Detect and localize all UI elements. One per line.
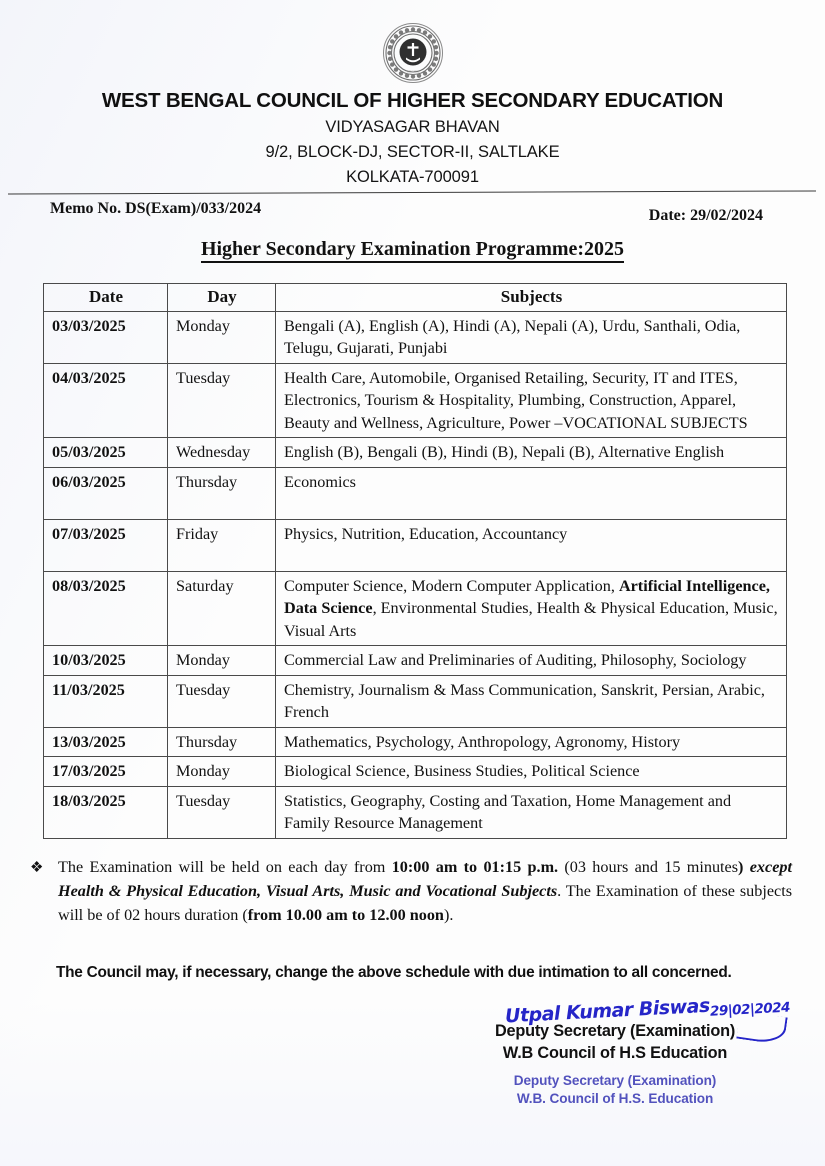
table-row — [44, 675, 787, 727]
table-row — [44, 646, 787, 676]
exam-schedule-table — [43, 283, 787, 839]
cell-subjects: Biological Science, Business Studies, Political Science — [276, 757, 787, 787]
cell-day: Saturday — [168, 571, 276, 646]
cell-date: 13/03/2025 — [44, 727, 168, 757]
organisation-name: WEST BENGAL COUNCIL OF HIGHER SECONDARY EDUCATION — [101, 89, 724, 112]
cell-subjects: Chemistry, Journalism & Mass Communication, Sanskrit, Persian, Arabic, French — [276, 675, 787, 727]
examination-timing-note — [30, 855, 792, 927]
cell-subjects: English (B), Bengali (B), Hindi (B), Nepali (B), Alternative English — [276, 438, 787, 468]
official-stamp — [430, 1072, 800, 1108]
table-row — [44, 727, 787, 757]
cell-day: Tuesday — [168, 786, 276, 838]
table-row — [44, 519, 787, 571]
cell-date: 17/03/2025 — [44, 757, 168, 787]
cell-subjects: Statistics, Geography, Costing and Taxation, Home Management and Family Resource Management — [276, 786, 787, 838]
cell-date: 18/03/2025 — [44, 786, 168, 838]
cell-day: Thursday — [168, 727, 276, 757]
signature-date: 29|02|2024 — [709, 999, 791, 1020]
cell-subjects: Health Care, Automobile, Organised Retailing, Security, IT and ITES, Electronics, Tourism & Hospitality, Plumbing, Construction, Apparel, Beauty and Wellness, Agriculture, Power –VOCATIONAL SUBJECTS — [276, 363, 787, 438]
council-disclaimer: The Council may, if necessary, change the above schedule with due intimation to all concerned. — [56, 964, 732, 981]
table-row — [44, 786, 787, 838]
cell-day: Friday — [168, 519, 276, 571]
cell-subjects: Computer Science, Modern Computer Application, Artificial Intelligence, Data Science, Environmental Studies, Health & Physical Education, Music, Visual Arts — [276, 571, 787, 646]
address-line-2: 9/2, BLOCK-DJ, SECTOR-II, SALTLAKE — [265, 143, 560, 161]
cell-day: Monday — [168, 757, 276, 787]
table-row — [44, 438, 787, 468]
cell-date: 05/03/2025 — [44, 438, 168, 468]
svg-text:WBCHSE: WBCHSE — [405, 69, 420, 74]
table-header-row — [44, 284, 787, 312]
table-row — [44, 311, 787, 363]
header-divider — [8, 190, 816, 194]
stamp-line-1: Deputy Secretary (Examination) — [513, 1073, 717, 1088]
cell-day: Wednesday — [168, 438, 276, 468]
cell-date: 08/03/2025 — [44, 571, 168, 646]
stamp-line-2: W.B. Council of H.S. Education — [516, 1091, 714, 1106]
column-header-day: Day — [168, 284, 276, 312]
council-emblem-icon — [382, 22, 444, 84]
cell-subjects: Economics — [276, 467, 787, 519]
signature-name: Utpal Kumar Biswas — [504, 994, 711, 1028]
address-line-3: KOLKATA-700091 — [346, 168, 479, 186]
table-body — [44, 311, 787, 838]
cell-subjects: Mathematics, Psychology, Anthropology, Agronomy, History — [276, 727, 787, 757]
note-text: The Examination will be held on each day from 10:00 am to 01:15 p.m. (03 hours and 15 minutes) except Health & Physical Education, Visual Arts, Music and Vocational Subjects. The Examination of these subjects will be of 02 hours duration (from 10.00 am to 12.00 noon). — [58, 858, 792, 924]
page-title-text: Higher Secondary Examination Programme:2025 — [201, 238, 624, 263]
cell-day: Tuesday — [168, 675, 276, 727]
signature-block — [430, 1020, 800, 1064]
cell-subjects: Bengali (A), English (A), Hindi (A), Nepali (A), Urdu, Santhali, Odia, Telugu, Gujarati, Punjabi — [276, 311, 787, 363]
cell-date: 04/03/2025 — [44, 363, 168, 438]
council-emblem-logo — [0, 22, 825, 89]
cell-subjects: Physics, Nutrition, Education, Accountancy — [276, 519, 787, 571]
table-row — [44, 467, 787, 519]
cell-day: Monday — [168, 646, 276, 676]
cell-date: 03/03/2025 — [44, 311, 168, 363]
signatory-organisation: W.B Council of H.S Education — [502, 1044, 728, 1062]
cell-day: Tuesday — [168, 363, 276, 438]
page-title — [0, 238, 825, 261]
cell-day: Monday — [168, 311, 276, 363]
cell-date: 07/03/2025 — [44, 519, 168, 571]
cell-date: 11/03/2025 — [44, 675, 168, 727]
memo-number: Memo No. DS(Exam)/033/2024 — [50, 200, 262, 217]
address-line-1: VIDYASAGAR BHAVAN — [325, 118, 500, 136]
column-header-subjects: Subjects — [276, 284, 787, 312]
column-header-date: Date — [44, 284, 168, 312]
cell-day: Thursday — [168, 467, 276, 519]
cell-date: 10/03/2025 — [44, 646, 168, 676]
table-row — [44, 363, 787, 438]
signatory-designation: Deputy Secretary (Examination) — [494, 1022, 736, 1040]
table-row — [44, 571, 787, 646]
cell-subjects: Commercial Law and Preliminaries of Auditing, Philosophy, Sociology — [276, 646, 787, 676]
cell-date: 06/03/2025 — [44, 467, 168, 519]
memo-date: Date: 29/02/2024 — [648, 207, 763, 224]
diamond-bullet-icon: ❖ — [30, 860, 44, 876]
table-row — [44, 757, 787, 787]
